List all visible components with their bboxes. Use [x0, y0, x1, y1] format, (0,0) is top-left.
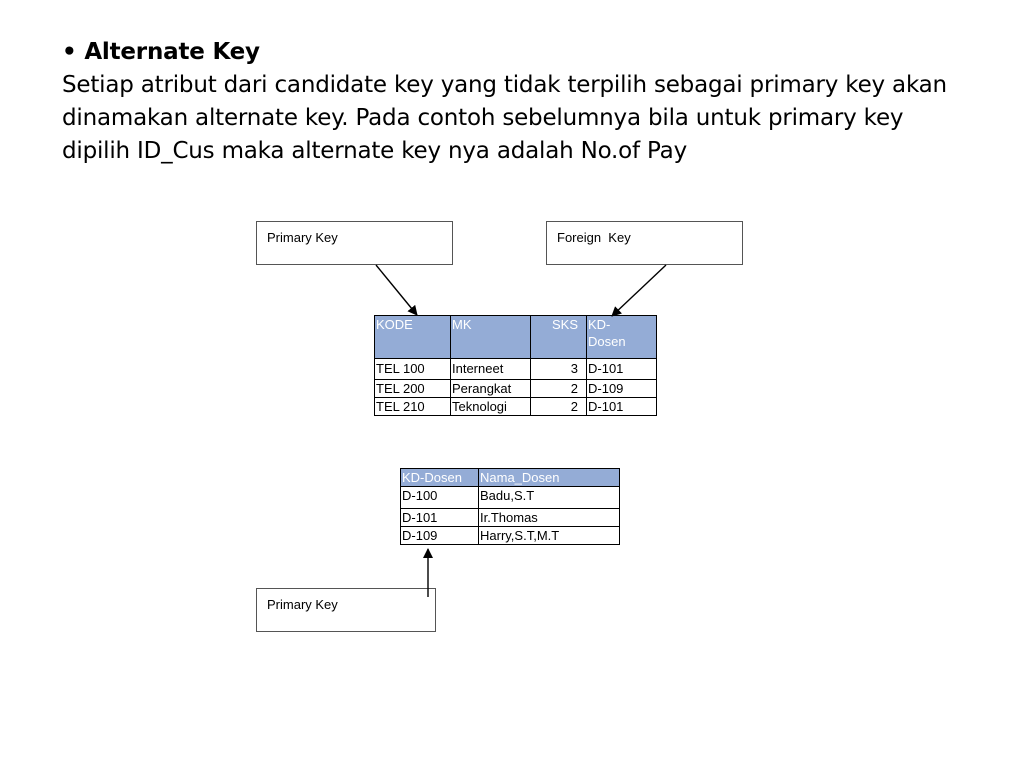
dosen-table-header-row — [401, 469, 620, 487]
cell-sks: 2 — [531, 398, 587, 416]
cell-kd-dosen: D-101 — [587, 398, 657, 416]
header-kd-dosen-line1: KD- — [588, 317, 611, 332]
course-table — [374, 315, 657, 416]
header-mk: MK — [451, 316, 531, 359]
cell-nama-dosen: Ir.Thomas — [479, 509, 620, 527]
primary-key-callout-top — [256, 221, 453, 265]
cell-kd-dosen: D-109 — [401, 527, 479, 545]
primary-key-label-bottom: Primary Key — [267, 597, 338, 612]
primary-key-label-top: Primary Key — [267, 230, 338, 245]
table-row — [401, 487, 620, 509]
arrow-foreign-key — [612, 265, 666, 316]
cell-mk: Teknologi — [451, 398, 531, 416]
cell-kd-dosen: D-100 — [401, 487, 479, 509]
table-row — [375, 380, 657, 398]
cell-mk: Interneet — [451, 359, 531, 380]
header-nama-dosen: Nama_Dosen — [479, 469, 620, 487]
foreign-key-callout — [546, 221, 743, 265]
cell-kd-dosen: D-101 — [587, 359, 657, 380]
table-row — [401, 527, 620, 545]
foreign-key-label: Foreign Key — [557, 230, 631, 245]
cell-kode: TEL 200 — [375, 380, 451, 398]
paragraph-line-2: dinamakan alternate key. Pada contoh sebelumnya bila untuk primary key — [62, 105, 904, 131]
paragraph-line-1: Setiap atribut dari candidate key yang tidak terpilih sebagai primary key akan — [62, 72, 947, 98]
dosen-table — [400, 468, 620, 545]
header-kode: KODE — [375, 316, 451, 359]
table-row — [375, 398, 657, 416]
cell-kode: TEL 100 — [375, 359, 451, 380]
slide-text — [62, 36, 982, 168]
cell-nama-dosen: Harry,S.T,M.T — [479, 527, 620, 545]
cell-sks: 3 — [531, 359, 587, 380]
header-kd-dosen-2: KD-Dosen — [401, 469, 479, 487]
heading-title: Alternate Key — [84, 39, 260, 65]
table-row — [401, 509, 620, 527]
paragraph-line-3: dipilih ID_Cus maka alternate key nya adalah No.of Pay — [62, 138, 687, 164]
cell-kd-dosen: D-109 — [587, 380, 657, 398]
arrow-primary-key-top — [376, 265, 417, 315]
header-kd-dosen-line2: Dosen — [588, 334, 626, 349]
table-row — [375, 359, 657, 380]
cell-kd-dosen: D-101 — [401, 509, 479, 527]
cell-nama-dosen: Badu,S.T — [479, 487, 620, 509]
header-sks: SKS — [531, 316, 587, 359]
cell-mk: Perangkat — [451, 380, 531, 398]
primary-key-callout-bottom — [256, 588, 436, 632]
course-table-header-row — [375, 316, 657, 359]
slide-heading — [62, 36, 982, 69]
cell-sks: 2 — [531, 380, 587, 398]
header-kd-dosen — [587, 316, 657, 359]
bullet-icon: • — [62, 39, 77, 65]
cell-kode: TEL 210 — [375, 398, 451, 416]
